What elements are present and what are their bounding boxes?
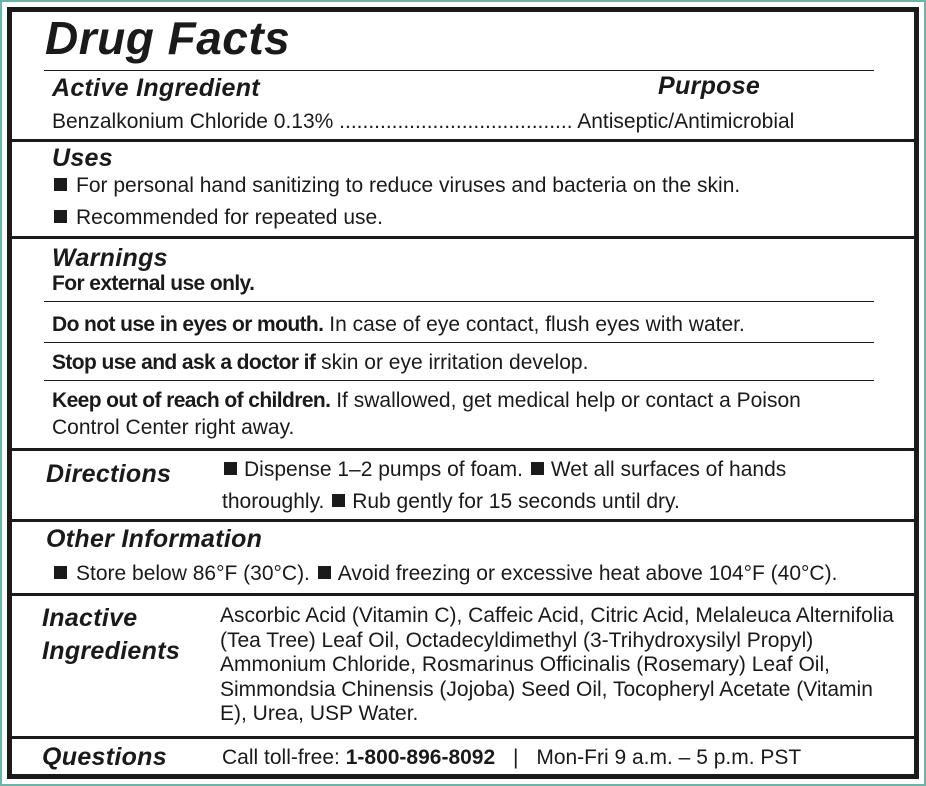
warning-children-cont: Control Center right away. [52,416,295,439]
divider-warnings [12,448,914,451]
warning-external-use-text: For external use only. [52,272,255,295]
divider-warning-2 [44,342,874,343]
directions-step-2: Wet all surfaces of hands [550,458,787,481]
warning-eyes-bold: Do not use in eyes or mouth. [52,313,324,336]
questions-separator: | [513,746,519,769]
divider-directions [12,519,914,522]
other-item-1: Store below 86°F (30°C). [76,562,310,585]
warning-stop-use-bold: Stop use and ask a doctor if [52,351,316,374]
warning-children-bold: Keep out of reach of children. [52,389,331,412]
questions-heading: Questions [42,743,167,771]
divider-other [12,593,914,596]
divider-warning-3 [44,380,874,381]
warnings-heading: Warnings [52,244,168,272]
questions-hours: Mon-Fri 9 a.m. – 5 p.m. PST [536,746,802,769]
inactive-heading-line-2: Ingredients [42,637,181,665]
directions-line-2 [222,490,680,514]
warning-stop-use [52,351,588,375]
directions-line-1 [222,458,786,482]
uses-item-1-text: For personal hand sanitizing to reduce viruses and bacteria on the skin. [76,174,741,197]
warning-children [52,389,801,413]
other-information-line [54,562,837,586]
bullet-icon [224,462,237,475]
bullet-icon [54,566,67,579]
warning-eyes [52,313,745,337]
directions-step-2-cont: thoroughly. [222,490,325,513]
drug-facts-title: Drug Facts [45,12,291,64]
uses-item-2-text: Recommended for repeated use. [76,206,384,229]
dot-leader: ........................................ [339,110,573,133]
divider-inactive [12,736,914,739]
other-item-2: Avoid freezing or excessive heat above 104°F (40°C). [337,562,838,585]
bullet-icon [54,210,67,223]
directions-step-3: Rub gently for 15 seconds until dry. [352,490,680,513]
bullet-icon [318,566,331,579]
warning-eyes-text: In case of eye contact, flush eyes with water. [329,313,745,336]
directions-step-1: Dispense 1–2 pumps of foam. [244,458,523,481]
warning-stop-use-text: skin or eye irritation develop. [321,351,589,374]
bullet-icon [54,178,67,191]
warning-children-text-1: If swallowed, get medical help or contact a Poison [336,389,801,412]
uses-heading: Uses [52,144,113,172]
uses-item-1 [54,174,740,198]
divider-active [12,139,914,142]
questions-phone: 1-800-896-8092 [345,746,496,769]
divider-uses [12,236,914,239]
purpose-heading: Purpose [658,72,761,100]
active-ingredient-heading: Active Ingredient [52,74,260,102]
other-information-heading: Other Information [46,525,263,553]
active-ingredient-name: Benzalkonium Chloride 0.13% [52,110,334,133]
divider-warning-1 [44,301,874,302]
uses-item-2 [54,206,383,230]
questions-prefix: Call toll-free: [222,746,340,769]
inactive-heading-line-1: Inactive [42,604,138,632]
inactive-ingredients-list: Ascorbic Acid (Vitamin C), Caffeic Acid, Citric Acid, Melaleuca Alternifolia (Tea Tree) Leaf Oil, Octadecyldimethyl (3-Trihydroxysilyl Propyl) Ammonium Chloride, Rosmarinus Officinalis (Rosemary) Leaf Oil, Simmondsia Chinensis (Jojoba) Seed Oil, Tocopheryl Acetate (Vitamin E), Urea, USP Water. [220,604,894,725]
bullet-icon [531,462,544,475]
directions-heading: Directions [46,460,172,488]
active-ingredient-purpose: Antiseptic/Antimicrobial [577,110,795,133]
active-ingredient-row [52,110,794,134]
bullet-icon [332,494,345,507]
questions-line [222,746,801,770]
warning-external-use [52,272,254,296]
